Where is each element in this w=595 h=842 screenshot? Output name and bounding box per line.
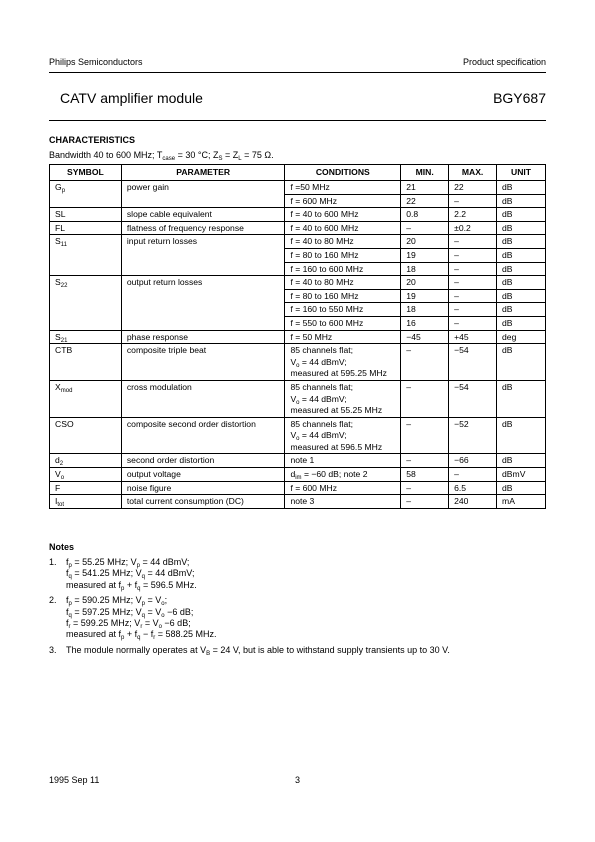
max-cell: +45 (449, 330, 497, 344)
min-cell: 20 (401, 235, 449, 249)
min-cell: 16 (401, 316, 449, 330)
table-row (50, 380, 546, 417)
document-type: Product specification (462, 57, 546, 67)
min-cell: – (401, 495, 449, 509)
col-unit: UNIT (497, 165, 546, 181)
max-cell: – (449, 316, 497, 330)
unit-cell: dB (497, 248, 546, 262)
condition-cell: 85 channels flat; $V_o = 44$ dBmV; measured at 595.25 MHz (285, 344, 401, 381)
table-row (50, 468, 546, 482)
note-1: 1. $f_p = 55.25$ MHz; $V_p = 44$ dBmV; $f_q = 541.25$ MHz; $V_q = 44$ dBmV; measured at $f_p + f_q = 596.5$ MHz. (49, 557, 197, 592)
unit-cell: dB (497, 417, 546, 454)
table-row (50, 344, 546, 381)
unit-cell: dB (497, 289, 546, 303)
parameter-cell: slope cable equivalent (121, 208, 285, 222)
min-cell: – (401, 454, 449, 468)
min-cell: 19 (401, 248, 449, 262)
table-row (50, 221, 546, 235)
note-2: 2. $f_p = 590.25$ MHz; $V_p = V_o$; $f_q = 597.25$ MHz; $V_q = V_o -6$ dB; $f_r = 599.25$ MHz; $V_r = V_o -6$ dB; measured at $f_p + f_q - f_r = 588.25$ MHz. (49, 595, 217, 642)
condition-cell: f = 40 to 600 MHz (285, 221, 401, 235)
parameter-cell: composite second order distortion (121, 417, 285, 454)
unit-cell: dB (497, 303, 546, 317)
table-row (50, 208, 546, 222)
page-number: 3 (295, 775, 301, 785)
max-cell: 2.2 (449, 208, 497, 222)
unit-cell: dB (497, 235, 546, 249)
unit-cell: mA (497, 495, 546, 509)
unit-cell: dB (497, 276, 546, 290)
max-cell: −52 (449, 417, 497, 454)
condition-cell: $d_{im} = -60$ dB; note 2 (285, 468, 401, 482)
unit-cell: dBmV (497, 468, 546, 482)
part-number: BGY687 (493, 90, 546, 106)
condition-cell: f = 40 to 600 MHz (285, 208, 401, 222)
characteristics-table (49, 164, 546, 509)
symbol-cell: $X_{mod}$ (50, 380, 122, 417)
table-header-row (50, 165, 546, 181)
title-rule (49, 120, 546, 121)
col-parameter: PARAMETER (121, 165, 285, 181)
parameter-cell: phase response (121, 330, 285, 344)
table-row (50, 454, 546, 468)
min-cell: 19 (401, 289, 449, 303)
table-row (50, 481, 546, 495)
min-cell: 21 (401, 181, 449, 195)
max-cell: 6.5 (449, 481, 497, 495)
max-cell: −66 (449, 454, 497, 468)
condition-cell: f = 40 to 80 MHz (285, 276, 401, 290)
unit-cell: dB (497, 344, 546, 381)
min-cell: 18 (401, 262, 449, 276)
unit-cell: deg (497, 330, 546, 344)
min-cell: 18 (401, 303, 449, 317)
condition-cell: f = 600 MHz (285, 194, 401, 208)
parameter-cell: input return losses (121, 235, 285, 276)
parameter-cell: power gain (121, 181, 285, 208)
symbol-cell: $I_{tot}$ (50, 495, 122, 509)
document-title: CATV amplifier module (60, 90, 203, 106)
parameter-cell: output return losses (121, 276, 285, 330)
condition-cell: f =50 MHz (285, 181, 401, 195)
unit-cell: dB (497, 316, 546, 330)
table-row (50, 495, 546, 509)
max-cell: – (449, 262, 497, 276)
min-cell: – (401, 380, 449, 417)
symbol-cell: F (50, 481, 122, 495)
release-date: 1995 Sep 11 (49, 775, 100, 785)
min-cell: 0.8 (401, 208, 449, 222)
condition-cell: f = 40 to 80 MHz (285, 235, 401, 249)
unit-cell: dB (497, 262, 546, 276)
condition-cell: note 3 (285, 495, 401, 509)
notes-section (49, 542, 546, 660)
max-cell: 240 (449, 495, 497, 509)
unit-cell: dB (497, 454, 546, 468)
min-cell: 58 (401, 468, 449, 482)
table-row (50, 417, 546, 454)
table-row (50, 330, 546, 344)
unit-cell: dB (497, 194, 546, 208)
min-cell: 22 (401, 194, 449, 208)
col-conditions: CONDITIONS (285, 165, 401, 181)
symbol-cell: $S_{22}$ (50, 276, 122, 330)
col-min: MIN. (401, 165, 449, 181)
symbol-cell: CTB (50, 344, 122, 381)
symbol-cell: FL (50, 221, 122, 235)
min-cell: – (401, 221, 449, 235)
max-cell: – (449, 468, 497, 482)
min-cell: – (401, 481, 449, 495)
max-cell: ±0.2 (449, 221, 497, 235)
parameter-cell: noise figure (121, 481, 285, 495)
condition-cell: f = 160 to 600 MHz (285, 262, 401, 276)
table-row (50, 276, 546, 290)
condition-cell: f = 50 MHz (285, 330, 401, 344)
parameter-cell: second order distortion (121, 454, 285, 468)
max-cell: – (449, 289, 497, 303)
parameter-cell: flatness of frequency response (121, 221, 285, 235)
max-cell: – (449, 235, 497, 249)
symbol-cell: $d_2$ (50, 454, 122, 468)
symbol-cell: CSO (50, 417, 122, 454)
condition-cell: 85 channels flat; $V_o = 44$ dBmV; measured at 55.25 MHz (285, 380, 401, 417)
min-cell: 20 (401, 276, 449, 290)
parameter-cell: composite triple beat (121, 344, 285, 381)
table-row (50, 181, 546, 195)
symbol-cell: $V_o$ (50, 468, 122, 482)
symbol-cell: $S_{11}$ (50, 235, 122, 276)
note-3: 3. The module normally operates at $V_B = 24$ V, but is able to withstand supply transients up to 30 V. (49, 644, 450, 657)
test-conditions: Bandwidth 40 to 600 MHz; $T_{case} = 30$ °C; $Z_S = Z_L = 75$ Ω. (49, 150, 274, 162)
condition-cell: f = 80 to 160 MHz (285, 289, 401, 303)
parameter-cell: output voltage (121, 468, 285, 482)
header-rule (49, 72, 546, 73)
symbol-cell: SL (50, 208, 122, 222)
parameter-cell: total current consumption (DC) (121, 495, 285, 509)
condition-cell: 85 channels flat; $V_o = 44$ dBmV; measured at 596.5 MHz (285, 417, 401, 454)
notes-heading: Notes (49, 542, 75, 552)
max-cell: – (449, 276, 497, 290)
max-cell: – (449, 194, 497, 208)
unit-cell: dB (497, 221, 546, 235)
max-cell: −54 (449, 344, 497, 381)
company-name: Philips Semiconductors (49, 57, 143, 67)
condition-cell: f = 600 MHz (285, 481, 401, 495)
parameter-cell: cross modulation (121, 380, 285, 417)
max-cell: – (449, 303, 497, 317)
min-cell: −45 (401, 330, 449, 344)
unit-cell: dB (497, 181, 546, 195)
condition-cell: f = 80 to 160 MHz (285, 248, 401, 262)
max-cell: 22 (449, 181, 497, 195)
symbol-cell: $S_{21}$ (50, 330, 122, 344)
unit-cell: dB (497, 208, 546, 222)
condition-cell: note 1 (285, 454, 401, 468)
col-symbol: SYMBOL (50, 165, 122, 181)
table-row (50, 235, 546, 249)
max-cell: – (449, 248, 497, 262)
min-cell: – (401, 417, 449, 454)
section-heading: CHARACTERISTICS (49, 135, 136, 145)
min-cell: – (401, 344, 449, 381)
condition-cell: f = 160 to 550 MHz (285, 303, 401, 317)
unit-cell: dB (497, 481, 546, 495)
unit-cell: dB (497, 380, 546, 417)
col-max: MAX. (449, 165, 497, 181)
symbol-cell: $G_p$ (50, 181, 122, 208)
max-cell: −54 (449, 380, 497, 417)
condition-cell: f = 550 to 600 MHz (285, 316, 401, 330)
